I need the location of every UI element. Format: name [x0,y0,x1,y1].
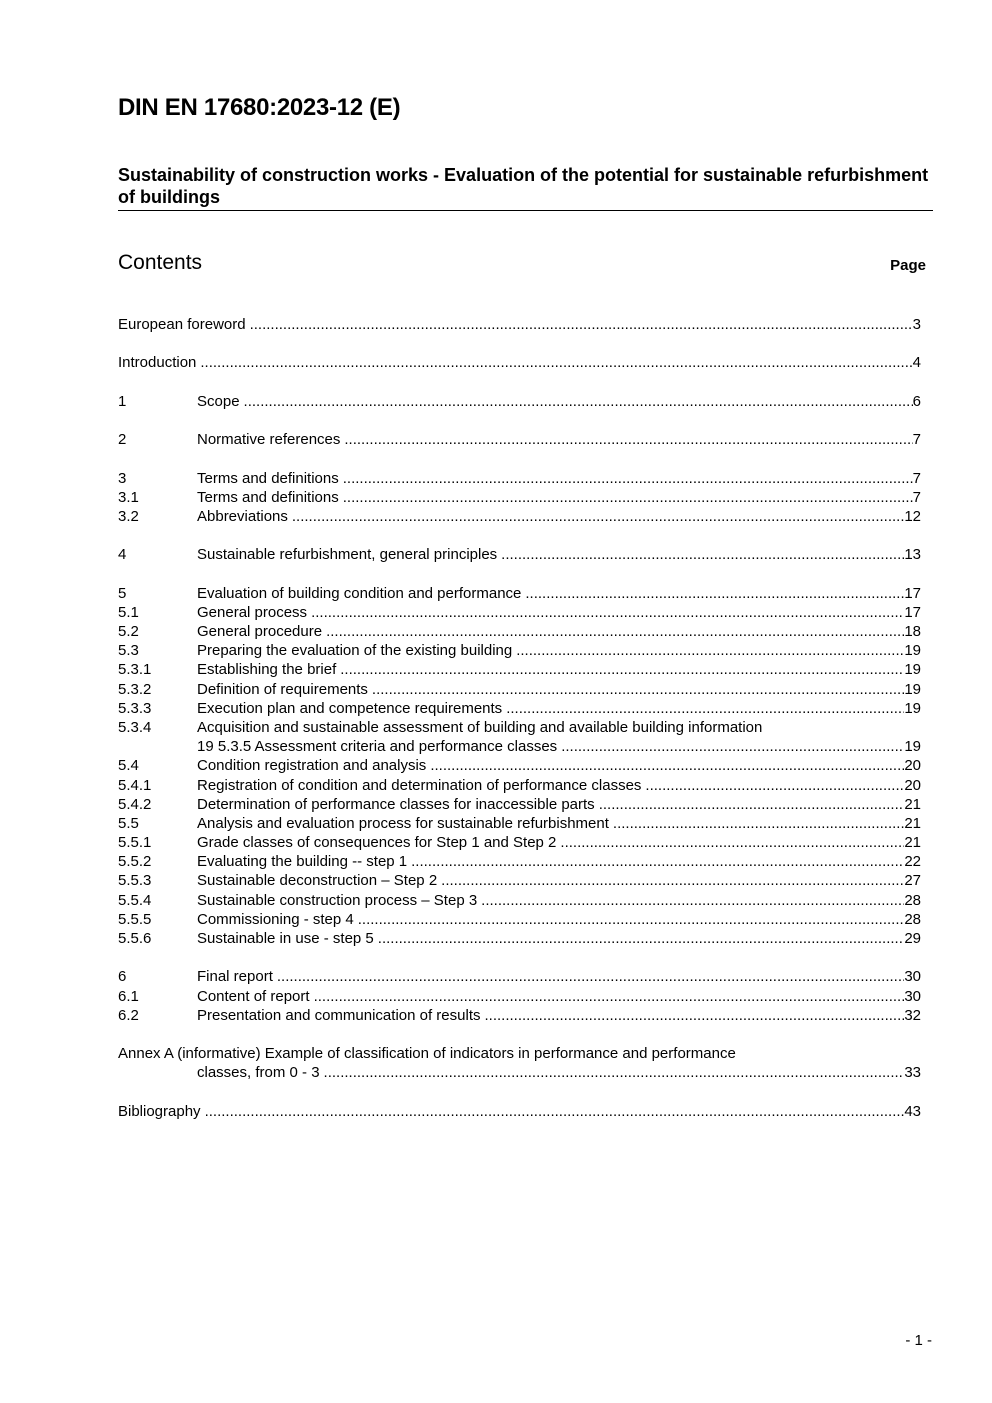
toc-entry-title: Introduction [118,354,197,372]
toc-entry-title: Determination of performance classes for inaccessible parts [197,795,595,813]
toc-entry-5[interactable] [118,584,921,603]
toc-entry-number: 5.3.1 [118,661,152,679]
toc-entry-number: 5.5.5 [118,910,152,928]
toc-entry-number: 5.5.1 [118,834,152,852]
toc-entry-title: Sustainable deconstruction – Step 2 [197,872,438,890]
toc-entry-number: 5.4 [118,757,139,775]
toc-entry-annex-a[interactable] [118,1044,921,1063]
leader-dots [326,622,904,641]
toc-entry-title: Grade classes of consequences for Step 1 and Step 2 [197,834,557,852]
toc-entry-page: 22 [904,853,921,871]
toc-entry-5-3-3[interactable] [118,699,921,718]
page-column-label: Page [890,257,926,274]
toc-entry-number: 6.1 [118,987,139,1005]
leader-dots [205,1102,905,1121]
leader-dots [501,545,904,564]
toc-entry-title: Presentation and communication of results [197,1006,481,1024]
toc-entry-foreword[interactable] [118,315,921,334]
toc-entry-page: 3 [912,316,921,333]
document-id: DIN EN 17680:2023-12 (E) [118,94,401,121]
toc-entry-3[interactable] [118,469,921,488]
toc-entry-page: 6 [912,392,921,410]
toc-entry-number: 5.2 [118,623,139,640]
toc-entry-title: Registration of condition and determination of performance classes [197,776,642,794]
toc-entry-6-2[interactable] [118,1006,921,1025]
toc-entry-page: 7 [912,488,921,506]
toc-entry-5-5-4[interactable] [118,891,921,910]
toc-entry-page: 17 [904,603,921,621]
toc-entry-3-2[interactable] [118,507,921,526]
toc-entry-number: 5.5.6 [118,930,152,947]
toc-entry-number: 5.3.3 [118,699,152,717]
toc-entry-page: 32 [904,1006,921,1024]
leader-dots [411,852,904,871]
leader-dots [645,776,904,795]
leader-dots [430,756,904,775]
toc-entry-title: Scope [197,392,240,410]
toc-entry-number: 6 [118,968,127,986]
toc-entry-number: 5.3 [118,642,139,660]
toc-entry-number: 5.5 [118,814,139,832]
toc-entry-number: 5 [118,584,127,602]
toc-entry-title: Sustainable in use - step 5 [197,930,374,947]
contents-heading: Contents [118,251,203,274]
toc-entry-title: Content of report [197,987,310,1005]
toc-entry-page: 12 [904,507,921,525]
toc-entry-introduction[interactable] [118,353,921,372]
toc-entry-number: 6.2 [118,1006,139,1024]
toc-entry-number: 5.4.2 [118,795,152,813]
leader-dots [506,699,904,718]
leader-dots [484,1006,904,1025]
leader-dots [311,603,904,622]
toc-entry-number: 5.3.2 [118,680,152,698]
leader-dots [244,392,913,411]
document-title: Sustainability of construction works - Evaluation of the potential for sustainable refurbishment of buildings [118,164,933,211]
toc-entry-6-1[interactable] [118,987,921,1006]
table-of-contents [118,315,921,1121]
toc-entry-title: Preparing the evaluation of the existing building [197,642,513,660]
toc-entry-6[interactable] [118,967,921,986]
toc-entry-number: 5.3.4 [118,718,152,736]
toc-entry-5-4-1[interactable] [118,776,921,795]
leader-dots [343,488,913,507]
toc-entry-title: Bibliography [118,1102,201,1120]
toc-entry-5-3[interactable] [118,641,921,660]
toc-entry-page: 19 [904,699,921,717]
leader-dots [516,641,904,660]
toc-entry-title: Terms and definitions [197,469,339,487]
toc-entry-5-3-5[interactable] [118,737,921,756]
toc-entry-number: 5.1 [118,603,139,621]
toc-entry-page: 19 [904,680,921,698]
toc-entry-number: 3.2 [118,507,139,525]
toc-entry-title: European foreword [118,316,246,333]
page-number: - 1 - [905,1332,932,1349]
toc-entry-page: 30 [904,987,921,1005]
toc-entry-number: 2 [118,431,127,449]
toc-entry-5-5-6[interactable] [118,929,921,948]
toc-entry-5-4[interactable] [118,756,921,775]
toc-entry-page: 19 [904,661,921,679]
toc-entry-page: 19 [904,642,921,660]
toc-entry-page: 21 [904,795,921,813]
toc-entry-number: 5.5.2 [118,853,152,871]
toc-entry-page: 43 [904,1102,921,1120]
toc-entry-number: 5.5.3 [118,872,152,890]
toc-entry-5-3-1[interactable] [118,660,921,679]
toc-entry-5-3-4[interactable] [118,718,921,737]
toc-entry-title: Abbreviations [197,507,288,525]
toc-entry-2[interactable] [118,430,921,449]
toc-entry-annex-a-cont[interactable] [118,1063,921,1082]
toc-entry-page: 21 [904,834,921,852]
toc-entry-5-2[interactable] [118,622,921,641]
toc-entry-title: Sustainable refurbishment, general principles [197,546,498,564]
toc-entry-page: 4 [912,354,921,372]
toc-entry-page: 30 [904,968,921,986]
leader-dots [343,469,913,488]
leader-dots [441,871,904,890]
toc-entry-5-5-2[interactable] [118,852,921,871]
leader-dots [560,833,904,852]
leader-dots [344,430,912,449]
leader-dots [277,967,904,986]
toc-entry-5-5-5[interactable] [118,910,921,929]
toc-entry-page: 28 [904,910,921,928]
toc-entry-page: 29 [904,930,921,947]
toc-entry-title: Sustainable construction process – Step 3 [197,891,478,909]
leader-dots [525,584,904,603]
toc-entry-4[interactable] [118,545,921,564]
toc-entry-number: 5.4.1 [118,776,152,794]
toc-entry-page: 19 [904,738,921,756]
toc-entry-page: 7 [912,469,921,487]
toc-entry-title: Definition of requirements [197,680,368,698]
leader-dots [200,353,912,372]
toc-entry-1[interactable] [118,392,921,411]
toc-entry-title: Annex A (informative) Example of classification of indicators in performance and performance [118,1045,736,1063]
toc-entry-page: 20 [904,776,921,794]
toc-entry-number: 4 [118,546,127,564]
toc-entry-page: 13 [904,546,921,564]
leader-dots [292,507,904,526]
toc-entry-5-4-2[interactable] [118,795,921,814]
toc-entry-5-5-3[interactable] [118,871,921,890]
leader-dots [340,660,904,679]
toc-entry-title: Terms and definitions [197,488,339,506]
toc-entry-5-5-1[interactable] [118,833,921,852]
toc-entry-title: Normative references [197,431,341,449]
toc-entry-page: 18 [904,623,921,640]
toc-entry-title: Acquisition and sustainable assessment of building and available building information [197,718,763,736]
leader-dots [378,929,905,948]
toc-entry-number: 1 [118,392,127,410]
toc-entry-number: 3.1 [118,488,139,506]
toc-entry-title: Evaluating the building -- step 1 [197,853,408,871]
toc-entry-number: 3 [118,469,127,487]
leader-dots [250,315,913,334]
leader-dots [561,737,904,756]
toc-entry-title: Evaluation of building condition and performance [197,584,522,602]
toc-entry-5-5[interactable] [118,814,921,833]
leader-dots [481,891,904,910]
leader-dots [324,1063,905,1082]
toc-entry-page: 33 [904,1064,921,1082]
toc-entry-title: Establishing the brief [197,661,337,679]
toc-entry-title: General procedure [197,623,323,640]
leader-dots [372,680,904,699]
toc-entry-page: 21 [904,814,921,832]
toc-entry-page: 20 [904,757,921,775]
toc-entry-page: 28 [904,891,921,909]
leader-dots [314,987,905,1006]
leader-dots [599,795,905,814]
toc-entry-page: 27 [904,872,921,890]
toc-entry-title: Execution plan and competence requirements [197,699,503,717]
toc-entry-title: Commissioning - step 4 [197,910,354,928]
toc-entry-5-1[interactable] [118,603,921,622]
toc-entry-bibliography[interactable] [118,1102,921,1121]
toc-entry-number: 5.5.4 [118,891,152,909]
toc-entry-page: 17 [904,584,921,602]
toc-entry-page: 7 [912,431,921,449]
toc-entry-title: Final report [197,968,273,986]
toc-entry-title: Condition registration and analysis [197,757,427,775]
leader-dots [613,814,904,833]
leader-dots [358,910,905,929]
toc-entry-3-1[interactable] [118,488,921,507]
toc-entry-title: General process [197,603,308,621]
toc-entry-5-3-2[interactable] [118,680,921,699]
toc-entry-title: 19 5.3.5 Assessment criteria and performance classes [197,738,558,756]
toc-entry-title: classes, from 0 - 3 [197,1064,320,1082]
toc-entry-title: Analysis and evaluation process for sustainable refurbishment [197,814,609,832]
